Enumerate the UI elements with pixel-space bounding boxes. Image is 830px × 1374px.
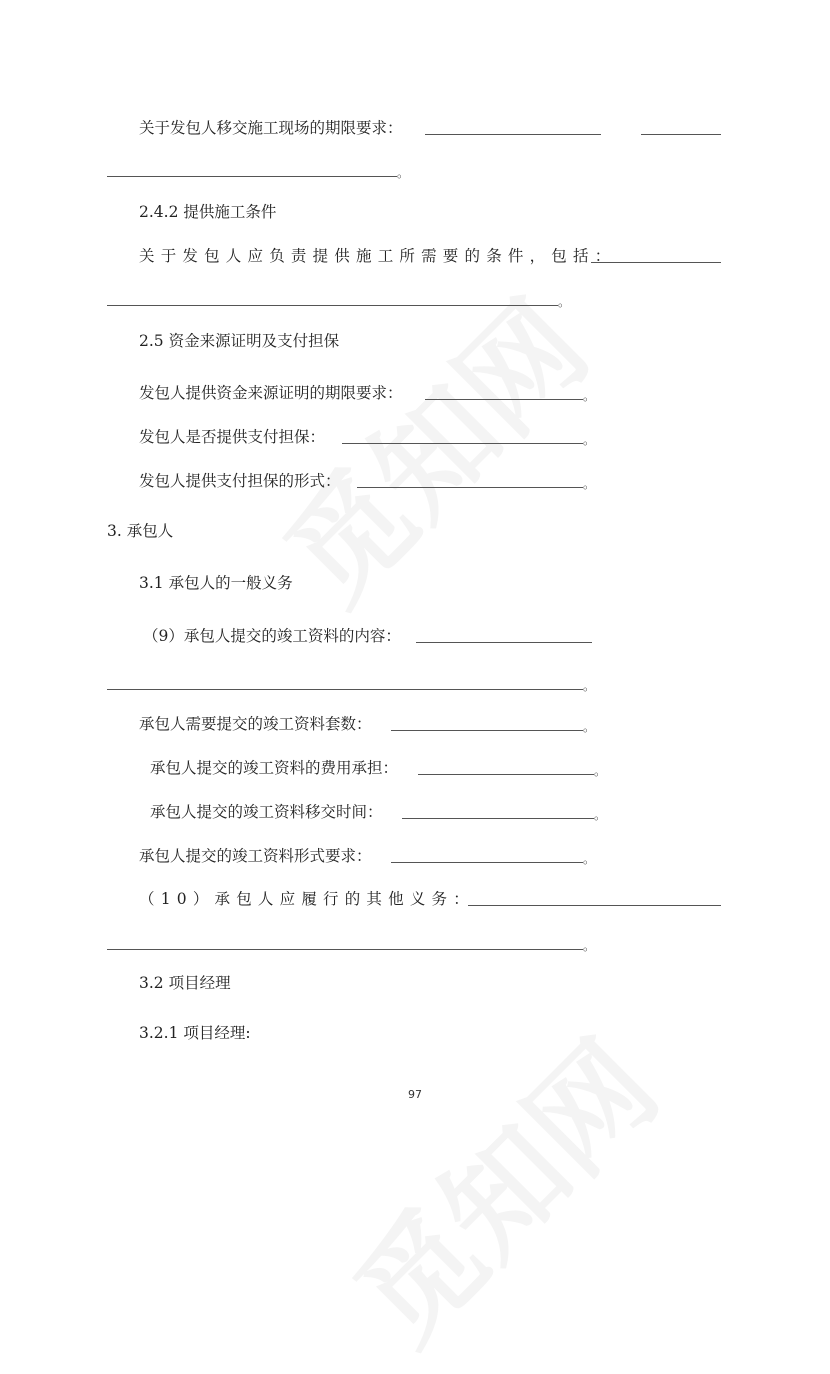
period-mark: 。 [583,720,596,734]
clause-completion-docs-copies [0,711,830,737]
period-mark: 。 [397,166,410,180]
section-heading-3-2 [0,970,830,996]
fill-blank[interactable] [425,399,583,400]
clause-label: 发包人提供支付担保的形式： [139,472,341,490]
clause-completion-docs-format [0,843,830,869]
clause-guarantee-form [0,468,830,494]
period-mark: 。 [583,477,596,491]
clause-continuation [0,286,830,312]
fill-blank[interactable] [416,642,592,643]
period-mark: 。 [594,764,607,778]
fill-blank[interactable] [391,730,583,731]
clause-label: 发包人提供资金来源证明的期限要求： [139,384,403,402]
clause-construction-conditions [0,243,830,269]
clause-label: 关于发包人移交施工现场的期限要求： [139,119,403,137]
fill-blank[interactable] [418,774,594,775]
period-mark: 。 [583,389,596,403]
clause-label: 承包人提交的竣工资料形式要求： [139,847,372,865]
fill-blank[interactable] [107,176,397,177]
fill-blank[interactable] [425,134,601,135]
fill-blank[interactable] [107,305,558,306]
clause-label: 承包人提交的竣工资料的费用承担： [150,759,399,777]
clause-label: （10）承包人应履行的其他义务： [139,890,475,908]
fill-blank[interactable] [468,905,721,906]
section-heading-3-1 [0,570,830,596]
fill-blank[interactable] [107,949,583,950]
heading-text: 3. 承包人 [107,522,174,540]
period-mark: 。 [583,852,596,866]
clause-payment-guarantee [0,424,830,450]
fill-blank[interactable] [402,818,594,819]
period-mark: 。 [558,295,571,309]
clause-other-obligations [0,886,830,912]
clause-continuation [0,930,830,956]
clause-completion-docs-handover-time [0,799,830,825]
clause-completion-docs-content [0,623,830,649]
clause-label: 关于发包人应负责提供施工所需要的条件，包括： [139,247,617,265]
period-mark: 。 [594,808,607,822]
section-heading-2-5 [0,328,830,354]
heading-text: 3.2.1 项目经理: [139,1024,251,1042]
clause-fund-proof-deadline [0,380,830,406]
page-number: 97 [408,1088,422,1101]
clause-continuation [0,157,830,183]
watermark-bottom [312,998,688,1374]
section-heading-2-4-2 [0,199,830,225]
clause-label: （9）承包人提交的竣工资料的内容： [143,627,401,645]
period-mark: 。 [583,939,596,953]
period-mark: 。 [583,433,596,447]
section-heading-3-2-1 [0,1020,830,1046]
fill-blank[interactable] [342,443,583,444]
clause-completion-docs-cost [0,755,830,781]
fill-blank[interactable] [591,262,721,263]
fill-blank[interactable] [641,134,721,135]
heading-text: 2.5 资金来源证明及支付担保 [139,332,340,350]
period-mark: 。 [583,679,596,693]
heading-text: 3.2 项目经理 [139,974,231,992]
fill-blank[interactable] [391,862,583,863]
heading-text: 2.4.2 提供施工条件 [139,203,277,221]
section-heading-3 [0,518,830,544]
clause-label: 承包人需要提交的竣工资料套数： [139,715,372,733]
clause-label: 承包人提交的竣工资料移交时间： [150,803,383,821]
clause-label: 发包人是否提供支付担保： [139,428,326,446]
fill-blank[interactable] [357,487,583,488]
heading-text: 3.1 承包人的一般义务 [139,574,293,592]
clause-site-handover-deadline [0,115,830,141]
clause-continuation [0,670,830,696]
fill-blank[interactable] [107,689,583,690]
